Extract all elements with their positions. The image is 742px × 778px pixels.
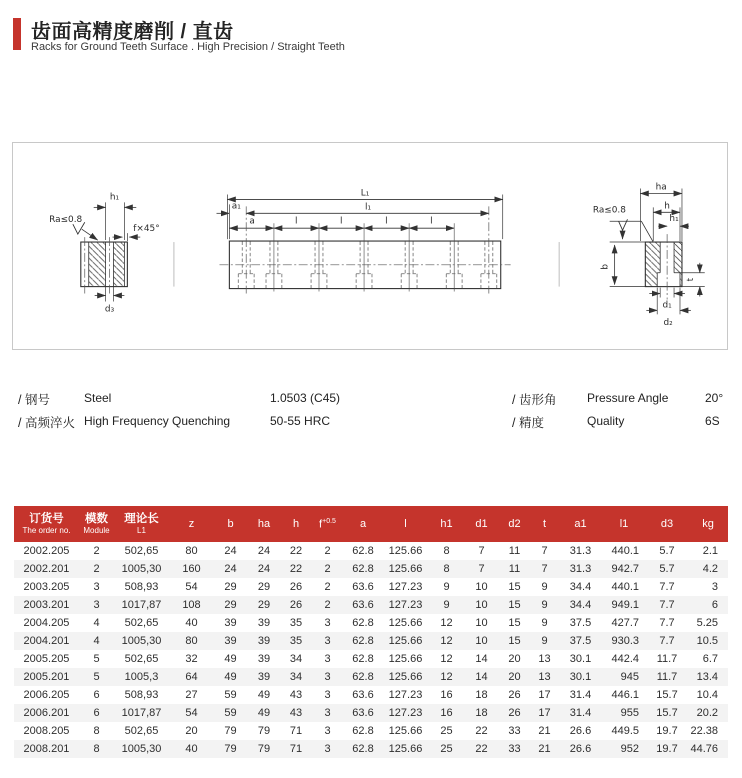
col-header-d3: d3 — [660, 518, 674, 530]
label-h1-right: h₁ — [669, 214, 679, 225]
label-ha: ha — [655, 182, 667, 193]
end-section-view — [49, 192, 160, 314]
spec-angle-value: 20° — [705, 391, 724, 405]
table-row: 2008.205 8 502,65 20 79 79 71 3 62.8 125.66 25 22 33 21 26.6 449.5 19.7 22.38 — [23, 725, 718, 737]
col-header-order-no: 订货号 The order no. — [22, 512, 71, 535]
spec-angle-cn: / 齿形角 — [512, 393, 557, 407]
page-subtitle: Racks for Ground Teeth Surface . High Precision / Straight Teeth — [31, 41, 345, 53]
col-header-module: 模数 Module — [83, 512, 110, 535]
table-row: 2004.201 4 1005,30 80 39 39 35 3 62.8 125.66 12 10 15 9 37.5 930.3 7.7 10.5 — [14, 632, 728, 650]
label-l-2: l — [340, 216, 343, 227]
table-row: 2002.205 2 502,65 80 24 24 22 2 62.8 125.66 8 7 11 7 31.3 440.1 5.7 2.1 — [23, 545, 718, 557]
label-d2: d₂ — [663, 318, 673, 329]
table-header-row — [14, 506, 728, 542]
label-d3: d₃ — [104, 304, 115, 315]
col-header-kg: kg — [702, 518, 714, 530]
col-header-ha: ha — [257, 518, 271, 530]
title-accent-bar — [13, 18, 21, 50]
label-b: b — [600, 263, 611, 270]
label-a1: a₁ — [231, 201, 241, 212]
technical-drawing — [13, 143, 727, 349]
spec-steel-cn: / 钢号 — [18, 393, 50, 407]
col-header-length-l1: 理论长 L1 — [124, 512, 159, 535]
table-row: 2006.205 6 508,93 27 59 49 43 3 63.6 127.23 16 18 26 17 31.4 446.1 15.7 10.4 — [23, 689, 718, 701]
label-h: h — [664, 201, 670, 212]
label-d1: d₁ — [662, 300, 672, 311]
spec-angle-en: Pressure Angle — [587, 391, 669, 405]
page-title: 齿面高精度磨削 / 直齿 — [31, 21, 234, 43]
technical-drawing-panel — [12, 142, 728, 350]
label-l1: l₁ — [364, 202, 372, 213]
table-body — [14, 542, 728, 758]
label-L1: L₁ — [360, 188, 370, 199]
spec-quality-value: 6S — [705, 414, 720, 428]
table-row: 2005.205 5 502,65 32 49 39 34 3 62.8 125.66 12 14 20 13 30.1 442.4 11.7 6.7 — [23, 653, 718, 665]
table-row: 2003.201 3 1017,87 108 29 29 26 2 63.6 127.23 9 10 15 9 34.4 949.1 7.7 6 — [14, 596, 728, 614]
label-a: a — [249, 216, 255, 227]
col-header-l1: l1 — [619, 518, 629, 530]
label-l-3: l — [385, 216, 388, 227]
table-row: 2002.201 2 1005,30 160 24 24 22 2 62.8 125.66 8 7 11 7 31.3 942.7 5.7 4.2 — [14, 560, 728, 578]
spec-quality-cn: / 精度 — [512, 416, 544, 430]
col-header-h1: h1 — [440, 518, 453, 530]
side-view — [216, 188, 510, 293]
col-header-h: h — [292, 518, 300, 530]
col-header-f: $f^{+0.5}$ — [319, 517, 336, 531]
spec-quench-value: 50-55 HRC — [270, 414, 331, 428]
table-row: 2003.205 3 508,93 54 29 29 26 2 63.6 127.23 9 10 15 9 34.4 440.1 7.7 3 — [23, 581, 718, 593]
col-header-a1: a1 — [574, 518, 587, 530]
col-header-l: l — [404, 518, 407, 530]
label-t: t — [685, 277, 696, 282]
spec-steel-value: 1.0503 (C45) — [270, 391, 341, 405]
label-l-4: l — [430, 216, 433, 227]
label-ra-right: Ra≤0.8 — [592, 205, 626, 216]
col-header-b: b — [227, 518, 234, 530]
product-table — [14, 506, 728, 758]
spec-steel-en: Steel — [84, 391, 112, 405]
col-header-d1: d1 — [475, 518, 488, 530]
table-row: 2008.201 8 1005,30 40 79 79 71 3 62.8 125.66 25 22 33 21 26.6 952 19.7 44.76 — [14, 740, 728, 758]
hole-section-view — [593, 183, 705, 329]
spec-quality-en: Quality — [587, 414, 625, 428]
col-header-d2: d2 — [508, 518, 521, 530]
col-header-a: a — [359, 518, 367, 530]
table-row: 2005.201 5 1005,3 64 49 39 34 3 62.8 125.66 12 14 20 13 30.1 945 11.7 13.4 — [14, 668, 728, 686]
label-f45: f×45° — [133, 224, 160, 235]
label-ra-left: Ra≤0.8 — [49, 215, 83, 226]
spec-quench-cn: / 高频淬火 — [18, 416, 75, 430]
label-l-1: l — [294, 216, 298, 227]
table-row: 2004.205 4 502,65 40 39 39 35 3 62.8 125.66 12 10 15 9 37.5 427.7 7.7 5.25 — [23, 617, 718, 629]
col-header-z: z — [188, 518, 195, 530]
table-row: 2006.201 6 1017,87 54 59 49 43 3 63.6 127.23 16 18 26 17 31.4 955 15.7 20.2 — [14, 704, 728, 722]
col-header-t: t — [542, 518, 547, 530]
spec-quench-en: High Frequency Quenching — [84, 414, 231, 428]
label-h1-left: h₁ — [109, 192, 120, 203]
